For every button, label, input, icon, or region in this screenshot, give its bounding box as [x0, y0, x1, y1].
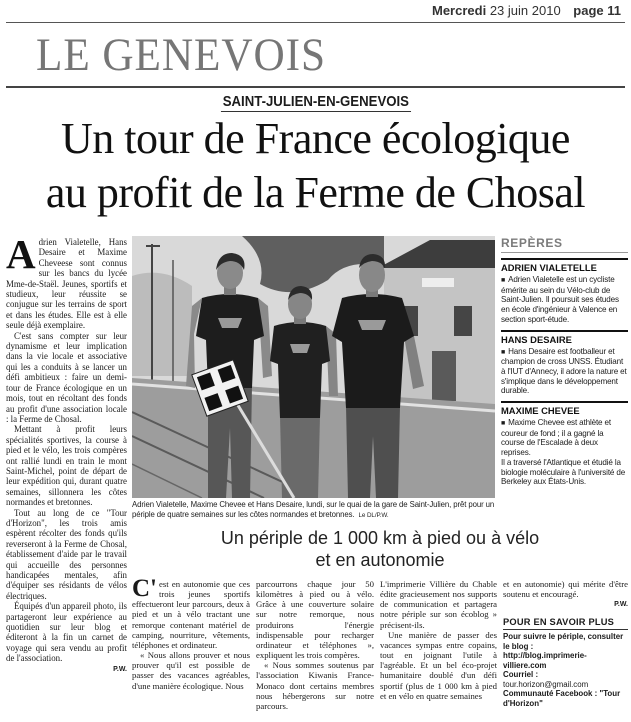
more-info-box — [503, 616, 628, 708]
caption-text: Adrien Vialetelle, Maxime Chevee et Hans Desaire, lundi, sur le quai de la gare de Saint-Julien, prêt pour un périple de quatre semaines sur les côtes normandes et bretonnes. — [132, 500, 495, 519]
section-rule — [6, 86, 625, 88]
body-column-1 — [132, 575, 250, 691]
subhead-line-2: et en autonomie — [315, 550, 445, 570]
body-signature: P.W. — [614, 601, 628, 609]
reperes-item-maxime — [501, 401, 628, 487]
reperes-name: MAXIME CHEVEE — [501, 401, 628, 416]
photo-credit: Le DL/P.W. — [358, 511, 389, 519]
body-paragraph: « Nous allons prouver et nous prouver qu'il est possible de passer des vacances agréables, d'une manière écologique. Nous — [132, 650, 250, 691]
subhead-line-1: Un périple de 1 000 km à pied ou à vélo — [220, 528, 540, 548]
reperes-item-hans — [501, 330, 628, 397]
body-paragraph: Une manière de passer des vacances sympas entre copains, tout en joignant l'utile à l'agréable. Et un bel éco-projet humanitaire doublé d'un défi sportif (plus de 1 000 km à pied et en vélo en quatre semaines — [380, 629, 497, 701]
body-paragraph: et en autonomie) qui mérite d'être soutenu et encouragé. — [503, 579, 628, 600]
headline-line-2: au profit de la Ferme de Chosal — [45, 168, 586, 217]
more-info-intro: Pour suivre le périple, consulter le blog : — [503, 632, 624, 651]
reperes-name: ADRIEN VIALETELLE — [501, 258, 628, 273]
body-paragraph: « Nous sommes soutenus par l'association Kiwanis France-Monaco dont certains membres nous hébergerons sur notre parcours. — [256, 660, 374, 711]
body-paragraph: C'est en autonomie que ces trois jeunes sportifs effectueront leur parcours, deux à pied et un à vélo tractant une remorque contenant matériel de camping, nourriture, vêtements, téléphones et ordinateur. — [132, 575, 250, 650]
article-headline — [0, 112, 631, 220]
section-title: LE GENEVOIS — [36, 29, 326, 81]
article-kicker — [0, 93, 631, 112]
reperes-text: ■ Adrien Vialetelle est un cycliste émérite au sein du Vélo-club de Saint-Julien. Il poursuit ses études en école d'ingénieur à Valence en section sport-étude. — [501, 275, 628, 325]
header-day: Mercredi — [432, 3, 487, 18]
page-number: page 11 — [573, 3, 621, 18]
more-info-title: POUR EN SAVOIR PLUS — [503, 616, 628, 630]
reperes-sidebar — [501, 236, 628, 487]
email-label: Courriel : — [503, 670, 539, 680]
reperes-text: ■ Maxime Chevee est athlète et coureur de fond ; il a gagné la course de l'Escalade à deux reprises. — [501, 418, 628, 458]
body-column-4 — [503, 579, 628, 708]
page-header — [432, 3, 621, 18]
body-paragraph: L'imprimerie Villière du Chable édite gracieusement nos supports de communication et partagera notre périple sur son écoblog » précisent-ils. — [380, 579, 497, 630]
reperes-text: Il a traversé l'Atlantique et étudié la biologie moléculaire à l'université de Berkeley aux États-Unis. — [501, 457, 626, 487]
body-column-2 — [256, 579, 374, 711]
header-date: 23 juin 2010 — [489, 3, 561, 18]
body-column-3 — [380, 579, 497, 701]
facebook-community: Communauté Facebook : "Tour d'Horizon" — [503, 689, 621, 708]
reperes-item-adrien — [501, 258, 628, 325]
headline-line-1: Un tour de France écologique — [61, 114, 570, 163]
lead-paragraph: Tout au long de ce "Tour d'Horizon", les trois amis espèrent récolter des fonds qu'ils reverseront à la Ferme de Chosal, établissement d'aide par le travail qui accueille des personnes handicapées mentales, afin d'équiper ses résidants de vélos électriques. — [6, 507, 127, 601]
reperes-name: HANS DESAIRE — [501, 330, 628, 345]
photo-three-athletes — [132, 236, 495, 498]
email-address: tour.horizon@gmail.com — [503, 679, 589, 689]
lead-paragraph: Adrien Vialetelle, Hans Desaire et Maxime Cheveese sont connus sur les bancs du lycée Mme-de-Staël. Jeunes, sportifs et studieux, leur réussite se conjugue sur les terrains de sport et dans les études. Elle est à elle seule déjà exemplaire. — [6, 231, 127, 331]
article-subhead — [132, 527, 628, 571]
lead-column — [6, 231, 127, 675]
kicker-text: SAINT-JULIEN-EN-GENEVOIS — [222, 93, 409, 110]
body-paragraph: parcourrons chaque jour 50 kilomètres à pied ou à vélo. Grâce à une couverture solaire sur notre remorque, nous produirons l'énergie indispensable pour recharger ordinateur et téléphones », expliquent les trois compères. — [256, 579, 374, 661]
lead-paragraph: Équipés d'un appareil photo, ils partageront leur expérience au quotidien sur leur blog et éditeront à la fin un carnet de voyage qui sera vendu au profit de l'association. — [6, 601, 127, 664]
header-rule — [6, 22, 625, 23]
lead-signature: P.W. — [113, 665, 127, 673]
lead-paragraph: C'est sans compter sur leur dynamisme et leur implication dans la vie locale et associative qui les a conduits à se lancer un défi ambitieux : faire un demi-tour de France écologique en un mois, tout en récoltant des fonds au profit d'une association locale : la Ferme de Chosal. — [6, 330, 127, 424]
reperes-text: ■ Hans Desaire est footballeur et champion de cross UNSS. Étudiant à l'IUT d'Annecy, il adore la nature et s'implique dans le développement durable. — [501, 347, 628, 397]
lead-paragraph: Mettant à profit leurs spécialités sportives, la course à pied et le vélo, les trois compères ont rallié lundi en train le mont Saint-Michel, point de départ de leur expédition qui, durant quatre semaines, sillonnera les côtes normandes et bretonnes. — [6, 424, 127, 508]
photo-distant-hill — [132, 273, 192, 376]
reperes-title: REPÈRES — [501, 236, 628, 253]
photo-caption — [132, 500, 495, 520]
blog-url: http://blog.imprimerie-villiere.com — [503, 651, 587, 670]
